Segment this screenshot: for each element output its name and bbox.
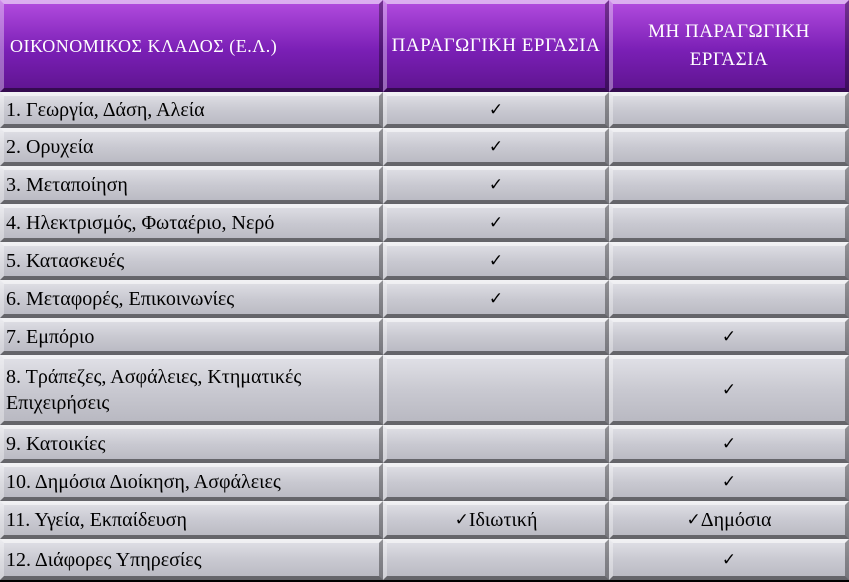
productive-cell bbox=[383, 92, 609, 128]
productive-cell bbox=[383, 539, 609, 580]
sector-name: 9. Κατοικίες bbox=[0, 425, 383, 463]
productive-cell bbox=[383, 425, 609, 463]
header-productive: ΠΑΡΑΓΩΓΙΚΗ ΕΡΓΑΣΙΑ bbox=[383, 0, 609, 92]
check-icon: ✓ bbox=[488, 100, 504, 120]
check-icon: ✓ bbox=[454, 510, 469, 530]
check-icon: ✓ bbox=[721, 380, 737, 400]
sector-name: 12. Διάφορες Υπηρεσίες bbox=[0, 539, 383, 580]
nonproductive-cell bbox=[609, 501, 849, 539]
check-icon: ✓ bbox=[488, 251, 504, 271]
nonproductive-cell bbox=[609, 242, 849, 280]
sector-name: 4. Ηλεκτρισμός, Φωταέριο, Νερό bbox=[0, 204, 383, 242]
sector-name: 8. Τράπεζες, Ασφάλειες, Κτηματικές Επιχειρήσεις bbox=[0, 355, 383, 425]
nonproductive-cell bbox=[609, 463, 849, 501]
check-icon: ✓ bbox=[721, 326, 737, 347]
sector-name: 11. Υγεία, Εκπαίδευση bbox=[0, 501, 383, 539]
header-nonproductive: ΜΗ ΠΑΡΑΓΩΓΙΚΗ ΕΡΓΑΣΙΑ bbox=[609, 0, 849, 92]
check-icon: ✓ bbox=[686, 510, 701, 530]
check-icon: ✓ bbox=[488, 175, 504, 195]
sector-name: 1. Γεωργία, Δάση, Αλεία bbox=[0, 92, 383, 128]
productive-cell bbox=[383, 463, 609, 501]
sector-name: 10. Δημόσια Διοίκηση, Ασφάλειες bbox=[0, 463, 383, 501]
check-icon: ✓ bbox=[721, 434, 737, 454]
nonproductive-cell bbox=[609, 166, 849, 204]
productive-cell bbox=[383, 280, 609, 318]
nonproductive-cell bbox=[609, 539, 849, 580]
sector-name: 2. Ορυχεία bbox=[0, 128, 383, 166]
sector-name: 7. Εμπόριο bbox=[0, 318, 383, 355]
productive-cell bbox=[383, 204, 609, 242]
nonproductive-cell bbox=[609, 92, 849, 128]
productive-note: Ιδιωτική bbox=[468, 508, 538, 531]
nonproductive-note: Δημόσια bbox=[700, 508, 772, 531]
check-icon: ✓ bbox=[488, 137, 504, 157]
sector-name: 3. Μεταποίηση bbox=[0, 166, 383, 204]
nonproductive-cell bbox=[609, 425, 849, 463]
check-icon: ✓ bbox=[488, 213, 504, 233]
header-sector: ΟΙΚΟΝΟΜΙΚΟΣ ΚΛΑΔΟΣ (Ε.Λ.) bbox=[0, 0, 383, 92]
check-icon: ✓ bbox=[721, 549, 737, 570]
nonproductive-cell bbox=[609, 318, 849, 355]
sector-name: 5. Κατασκευές bbox=[0, 242, 383, 280]
productive-cell bbox=[383, 128, 609, 166]
check-icon: ✓ bbox=[721, 472, 737, 492]
sector-name: 6. Μεταφορές, Επικοινωνίες bbox=[0, 280, 383, 318]
nonproductive-cell bbox=[609, 355, 849, 425]
nonproductive-cell bbox=[609, 280, 849, 318]
productive-cell bbox=[383, 166, 609, 204]
check-icon: ✓ bbox=[488, 289, 504, 309]
nonproductive-cell bbox=[609, 204, 849, 242]
productive-cell bbox=[383, 318, 609, 355]
productive-cell bbox=[383, 355, 609, 425]
productive-cell bbox=[383, 242, 609, 280]
productive-cell bbox=[383, 501, 609, 539]
nonproductive-cell bbox=[609, 128, 849, 166]
